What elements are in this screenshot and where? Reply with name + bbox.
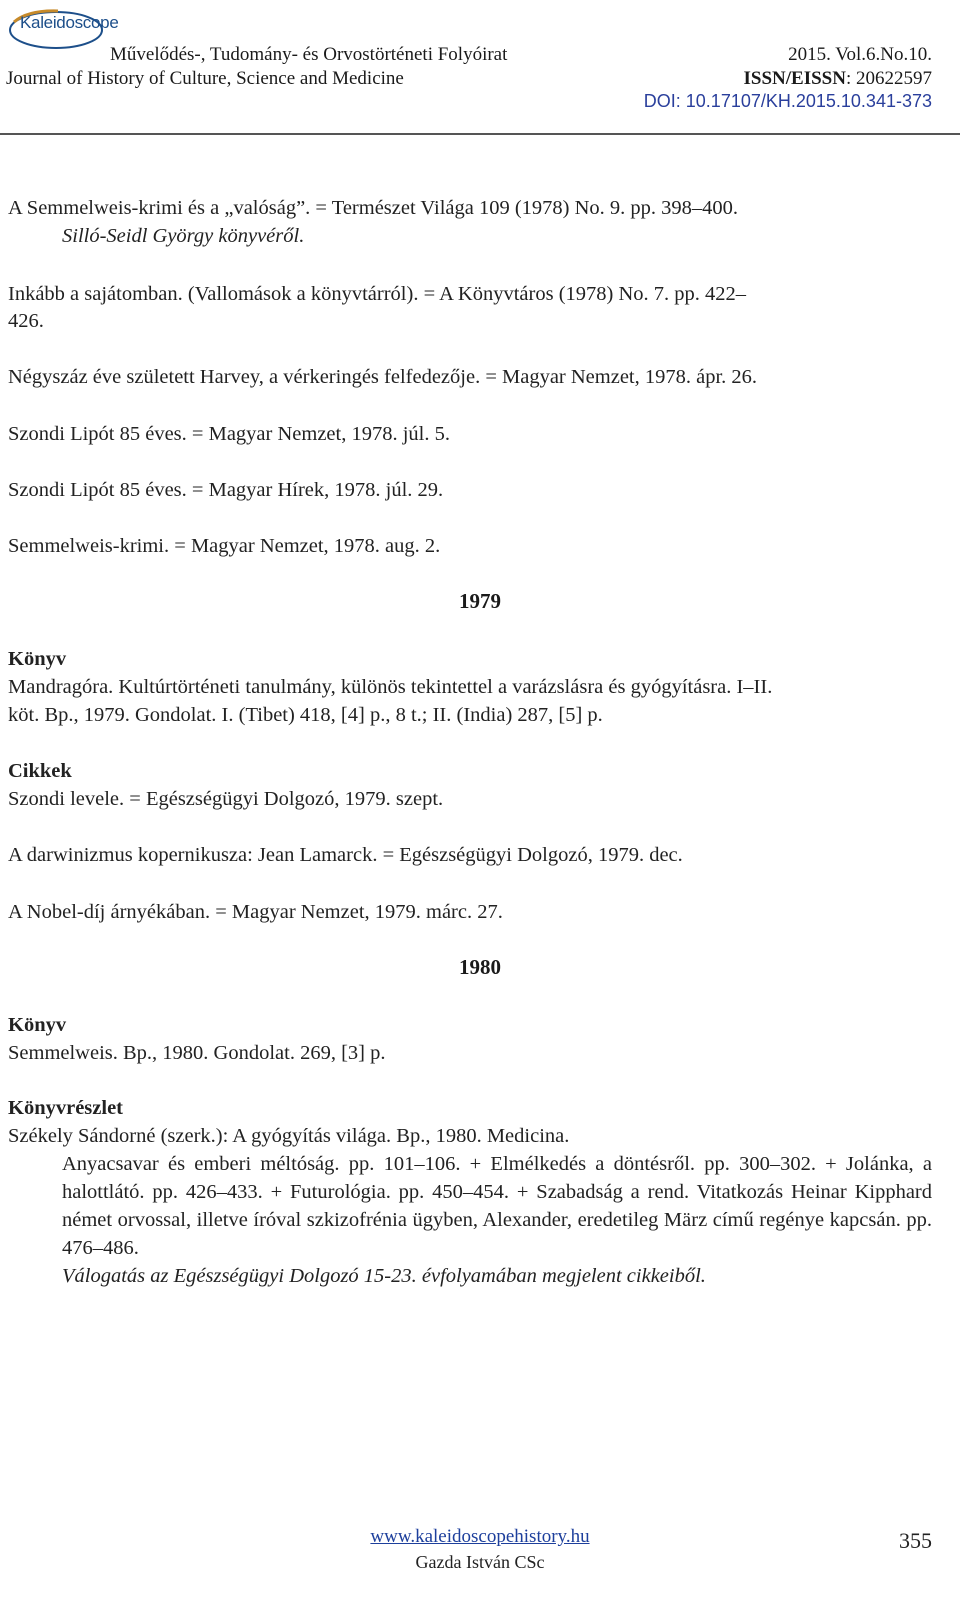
footer-website-link[interactable]: www.kaleidoscopehistory.hu bbox=[370, 1526, 590, 1547]
article-1979-1: Szondi levele. = Egészségügyi Dolgozó, 1979. szept. bbox=[8, 788, 444, 810]
journal-title-en: Journal of History of Culture, Science and Medicine bbox=[6, 68, 404, 89]
book-part-heading-1980: Könyvrészlet bbox=[8, 1097, 123, 1119]
entry-1978-6: Semmelweis-krimi. = Magyar Nemzet, 1978. aug. 2. bbox=[8, 535, 441, 557]
book-1979-line1: Mandragóra. Kultúrtörténeti tanulmány, különös tekintettel a varázslásra és gyógyításra. I–II. bbox=[8, 676, 773, 698]
volume-info: 2015. Vol.6.No.10. bbox=[788, 44, 932, 65]
footer-author: Gazda István CSc bbox=[415, 1552, 545, 1572]
article-1979-2: A darwinizmus kopernikusza: Jean Lamarck. = Egészségügyi Dolgozó, 1979. dec. bbox=[8, 844, 683, 866]
header-divider bbox=[0, 133, 960, 135]
issn-label: ISSN/EISSN bbox=[743, 68, 846, 89]
year-heading-1979: 1979 bbox=[459, 589, 501, 613]
entry-1978-3: Négyszáz éve született Harvey, a vérkeringés felfedezője. = Magyar Nemzet, 1978. ápr. 26. bbox=[8, 366, 758, 388]
doi-link[interactable]: DOI: 10.17107/KH.2015.10.341-373 bbox=[643, 91, 932, 111]
entry-1978-2-cont: 426. bbox=[8, 310, 44, 332]
entry-1978-4: Szondi Lipót 85 éves. = Magyar Nemzet, 1978. júl. 5. bbox=[8, 423, 450, 445]
book-part-note: Válogatás az Egészségügyi Dolgozó 15-23. évfolyamában megjelent cikkeiből. bbox=[62, 1265, 706, 1287]
entry-1978-2: Inkább a sajátomban. (Vallomások a könyvtárról). = A Könyvtáros (1978) No. 7. pp. 422– bbox=[8, 283, 747, 305]
entry-1978-5: Szondi Lipót 85 éves. = Magyar Hírek, 1978. júl. 29. bbox=[8, 479, 444, 501]
year-heading-1980: 1980 bbox=[459, 955, 501, 979]
book-1979-line2: köt. Bp., 1979. Gondolat. I. (Tibet) 418, [4] p., 8 t.; II. (India) 287, [5] p. bbox=[8, 704, 603, 726]
book-heading-1980: Könyv bbox=[8, 1014, 67, 1036]
issn-info bbox=[744, 68, 932, 90]
article-1979-3: A Nobel-díj árnyékában. = Magyar Nemzet, 1979. márc. 27. bbox=[8, 901, 503, 923]
book-part-main: Székely Sándorné (szerk.): A gyógyítás világa. Bp., 1980. Medicina. bbox=[8, 1125, 570, 1147]
book-heading-1979: Könyv bbox=[8, 648, 67, 670]
book-1980: Semmelweis. Bp., 1980. Gondolat. 269, [3] p. bbox=[8, 1042, 386, 1064]
journal-title-hu: Művelődés-, Tudomány- és Orvostörténeti Folyóirat bbox=[110, 44, 508, 65]
articles-heading-1979: Cikkek bbox=[8, 760, 72, 782]
entry-1978-1: A Semmelweis-krimi és a „valóság”. = Természet Világa 109 (1978) No. 9. pp. 398–400. bbox=[8, 197, 739, 219]
page-number: 355 bbox=[899, 1528, 932, 1553]
book-part-detail: Anyacsavar és emberi méltóság. pp. 101–106. + Elmélkedés a döntésről. pp. 300–302. + Jolánka, a halottlátó. pp. 426–433. + Futurológia. pp. 450–454. + Szabadság a rend. Vitatkozás Heinar Kipphard német orvossal, illetve íróval szkizofrénia ügyben, Alexander, eredetileg März című regénye kapcsán. pp. 476–486. bbox=[62, 1153, 932, 1259]
entry-1978-1-note: Silló-Seidl György könyvéről. bbox=[62, 225, 305, 247]
issn-value: : 20622597 bbox=[845, 68, 932, 89]
logo-text: Kaleidoscope bbox=[20, 13, 119, 32]
